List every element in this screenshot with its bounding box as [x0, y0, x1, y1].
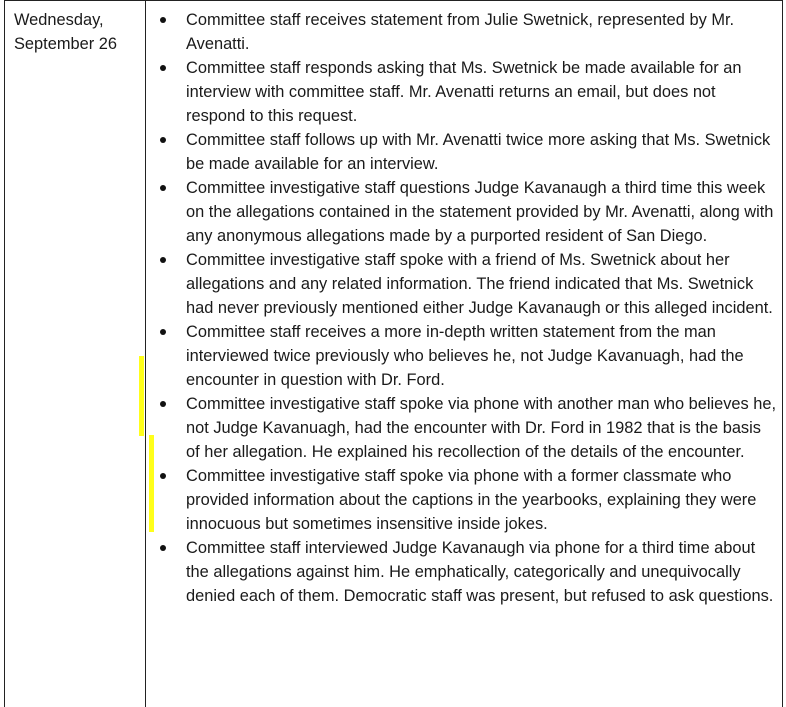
event-text: Committee investigative staff spoke with a friend of Ms. Swetnick about her allegations and any related information. The friend indicated that Ms. Swetnick had never previously mentioned either Judge Kavanaugh or this alleged incident.: [186, 251, 773, 317]
bullet-icon: [160, 137, 166, 143]
date-weekday: Wednesday,: [14, 11, 104, 29]
list-item: [147, 128, 782, 176]
event-text: Committee staff receives a more in-depth written statement from the man interviewed twice previously who believes he, not Judge Kavanuagh, had the encounter in question with Dr. Ford.: [186, 323, 744, 389]
highlighter-mark: [149, 435, 154, 532]
bullet-icon: [160, 185, 166, 191]
event-text: Committee investigative staff spoke via phone with a former classmate who provided information about the captions in the yearbooks, explaining they were innocuous but sometimes insensitive inside jokes.: [186, 467, 757, 533]
date-day: September 26: [14, 35, 117, 53]
list-item: [147, 176, 782, 248]
list-item: [147, 464, 782, 536]
bullet-icon: [160, 545, 166, 551]
bullet-icon: [160, 329, 166, 335]
list-item: [147, 8, 782, 56]
list-item: [147, 392, 782, 464]
event-text: Committee staff interviewed Judge Kavanaugh via phone for a third time about the allegations against him. He emphatically, categorically and unequivocally denied each of them. Democratic staff was present, but refused to ask questions.: [186, 539, 774, 605]
event-text: Committee staff receives statement from Julie Swetnick, represented by Mr. Avenatti.: [186, 11, 735, 53]
list-item: [147, 56, 782, 128]
timeline-table: [4, 0, 783, 707]
list-item: [147, 320, 782, 392]
date-cell: [5, 1, 146, 707]
event-text: Committee investigative staff questions Judge Kavanaugh a third time this week on the allegations contained in the statement provided by Mr. Avenatti, along with any anonymous allegations made by a purported resident of San Diego.: [186, 179, 774, 245]
bullet-icon: [160, 17, 166, 23]
event-text: Committee staff responds asking that Ms. Swetnick be made available for an interview with committee staff. Mr. Avenatti returns an email, but does not respond to this request.: [186, 59, 742, 125]
event-text: Committee investigative staff spoke via phone with another man who believes he, not Judge Kavanuagh, had the encounter with Dr. Ford in 1982 that is the basis of her allegation. He explained his recollection of the details of the encounter.: [186, 395, 777, 461]
bullet-icon: [160, 65, 166, 71]
bullet-icon: [160, 257, 166, 263]
bullet-icon: [160, 401, 166, 407]
highlighter-mark: [139, 356, 144, 436]
bullet-icon: [160, 473, 166, 479]
events-cell: [147, 1, 782, 707]
events-list: [147, 8, 782, 608]
event-text: Committee staff follows up with Mr. Avenatti twice more asking that Ms. Swetnick be made available for an interview.: [186, 131, 771, 173]
list-item: [147, 536, 782, 608]
list-item: [147, 248, 782, 320]
